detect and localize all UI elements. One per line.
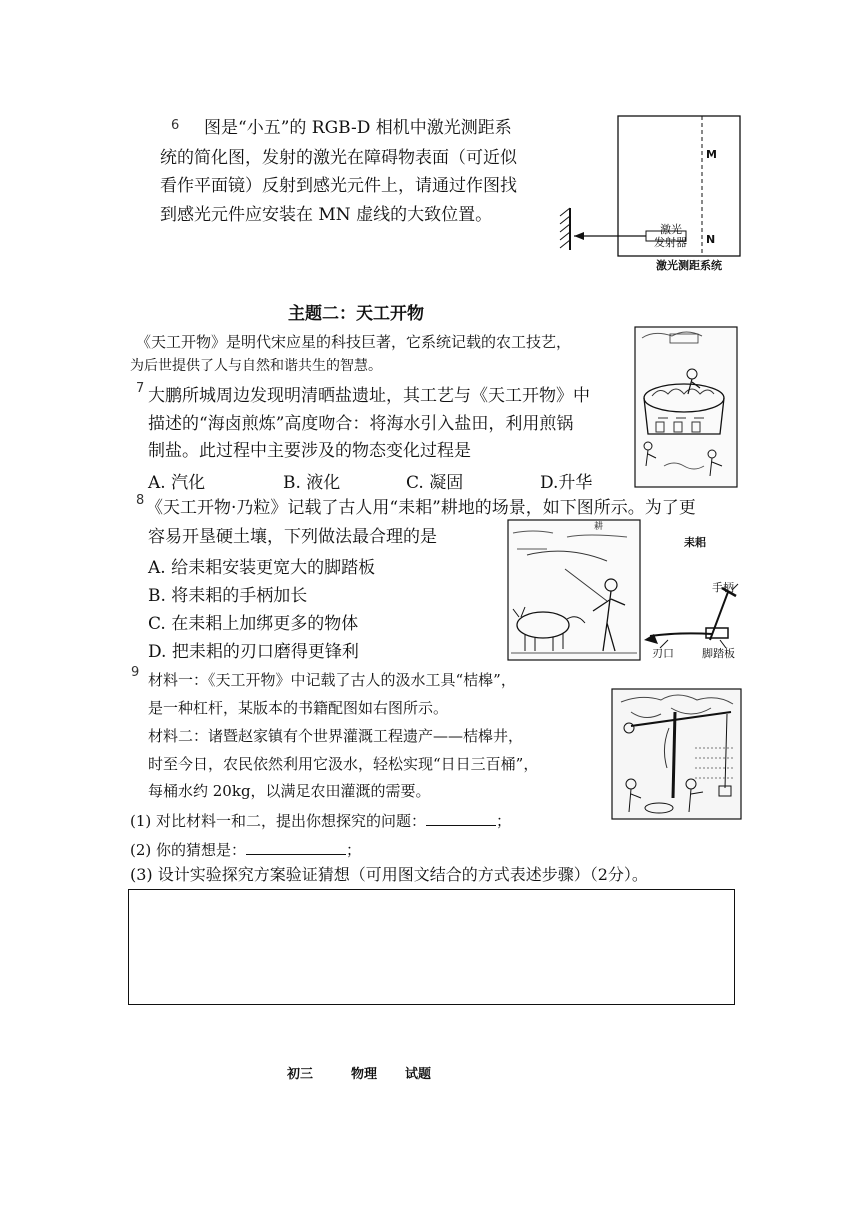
- q8-option-a: A. 给耒耜安装更宽大的脚踏板: [148, 558, 376, 578]
- q8-number: 8: [136, 493, 145, 508]
- q9-line-1: 材料一：《天工开物》中记载了古人的汲水工具“桔槔”，: [148, 671, 516, 689]
- q8-option-c: C. 在耒耜上加绑更多的物体: [148, 614, 359, 634]
- q8-option-b: B. 将耒耜的手柄加长: [148, 586, 308, 606]
- q7-option-b: B. 液化: [283, 473, 341, 493]
- label-m: M: [706, 148, 717, 161]
- footer-subject: 物理: [351, 1067, 378, 1082]
- q6-line-1: 图是“小五”的 RGB-D 相机中激光测距系: [204, 118, 512, 138]
- section-intro-2: 为后世提供了人与自然和谐共生的智慧。: [130, 358, 382, 374]
- q6-line-4: 到感光元件应安装在 MN 虚线的大致位置。: [160, 205, 493, 225]
- handle-label: 手柄: [712, 581, 734, 594]
- q9-sub2-blank[interactable]: [246, 838, 346, 855]
- q6-line-3: 看作平面镜）反射到感光元件上，请通过作图找: [160, 176, 517, 196]
- q7-number: 7: [136, 381, 145, 396]
- diagram-caption: 激光测距系统: [656, 259, 722, 272]
- q7-line-2: 描述的“海卤煎炼”高度吻合：将海水引入盐田，利用煎锅: [148, 414, 574, 434]
- q7-option-a: A. 汽化: [148, 473, 206, 493]
- plowing-scene-illustration: [507, 519, 641, 661]
- q8-line-1: 《天工开物·乃粒》记载了古人用“耒耜”耕地的场景，如下图所示。为了更: [146, 498, 696, 518]
- q9-sub1: [130, 809, 511, 833]
- pedal-label: 脚踏板: [702, 647, 735, 660]
- q9-sub3: (3) 设计实验探究方案验证猜想（可用图文结合的方式表述步骤）（2分）。: [130, 865, 648, 884]
- q9-sub1-blank[interactable]: [426, 809, 496, 826]
- q8-line-2: 容易开垦硬土壤，下列做法最合理的是: [148, 527, 437, 547]
- q7-line-3: 制盐。此过程中主要涉及的物态变化过程是: [148, 441, 471, 461]
- q9-number: 9: [131, 665, 140, 680]
- footer-type: 试题: [405, 1067, 432, 1082]
- footer-grade: 初三: [287, 1067, 314, 1082]
- q7-option-c: C. 凝固: [406, 473, 464, 493]
- q9-line-4: 时至今日，农民依然利用它汲水，轻松实现“日日三百桶”，: [148, 755, 539, 773]
- q7-option-d: D.升华: [540, 473, 593, 493]
- laser-ranging-diagram: [552, 112, 742, 272]
- salt-boiling-illustration: [634, 326, 738, 488]
- shadoof-illustration: [611, 688, 742, 820]
- q9-sub2: [130, 838, 361, 862]
- blade-label: 刃口: [652, 647, 674, 660]
- q9-line-5: 每桶水约 20kg，以满足农田灌溉的需要。: [148, 782, 431, 800]
- answer-box[interactable]: [128, 889, 735, 1005]
- scene-label: 耕: [594, 522, 604, 532]
- emitter-label-2: 发射器: [654, 236, 687, 249]
- section-intro-1: 《天工开物》是明代宋应星的科技巨著，它系统记载的农工技艺，: [136, 333, 572, 351]
- q8-option-d: D. 把耒耜的刃口磨得更锋利: [148, 642, 359, 662]
- q6-number: 6: [171, 118, 180, 133]
- q9-line-3: 材料二：诸暨赵家镇有个世界灌溉工程遗产——桔槔井，: [148, 727, 524, 745]
- plow-title: 耒耜: [684, 536, 706, 549]
- q9-sub1-text: (1) 对比材料一和二，提出你想探究的问题：: [130, 812, 427, 830]
- q9-sub1-end: ；: [496, 812, 512, 830]
- leisi-plow-diagram: [640, 540, 746, 660]
- q9-sub2-end: ；: [346, 841, 362, 859]
- q7-line-1: 大鹏所城周边发现明清晒盐遗址，其工艺与《天工开物》中: [148, 386, 590, 406]
- q9-sub2-text: (2) 你的猜想是：: [130, 841, 247, 859]
- emitter-label-1: 激光: [660, 223, 682, 236]
- q9-line-2: 是一种杠杆，某版本的书籍配图如右图所示。: [148, 699, 449, 717]
- section-title: 主题二：天工开物: [288, 304, 424, 324]
- label-n: N: [706, 233, 716, 246]
- q6-line-2: 统的简化图，发射的激光在障碍物表面（可近似: [160, 148, 517, 168]
